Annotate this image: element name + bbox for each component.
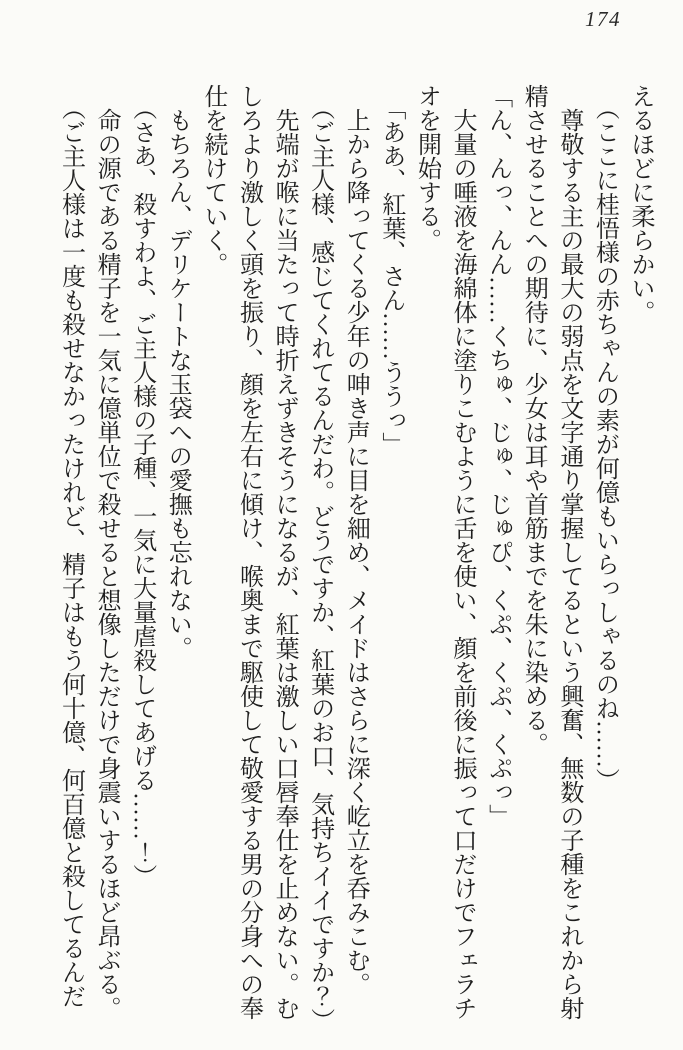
paragraph: 尊敬する主の最大の弱点を文字通り掌握してるという興奮、無数の子種をこれから射精させることへの期待に、少女は耳や首筋までを朱に染める。 bbox=[520, 84, 582, 1020]
paragraph: （ここに桂悟様の赤ちゃんの素が何億もいらっしゃるのね……） bbox=[591, 96, 618, 792]
paragraph: （さあ、殺すわよ、ご主人様の子種、一気に大量虐殺してあげる……！） bbox=[128, 96, 155, 888]
paragraph: えるほどに柔らかい。 bbox=[627, 84, 653, 324]
paragraph: もちろん、デリケートな玉袋への愛撫も忘れない。 bbox=[164, 108, 191, 660]
text-block bbox=[52, 84, 657, 1032]
paragraph: 上から降ってくる少年の呻き声に目を細め、メイドはさらに深く屹立を呑みこむ。 bbox=[342, 108, 369, 996]
page-number: 174 bbox=[585, 7, 621, 31]
paragraph: 命の源である精子を一気に億単位で殺せると想像しただけで身震いするほど昂ぶる。 bbox=[93, 108, 120, 1020]
paragraph: 先端が喉に当たって時折えずきそうになるが、紅葉は激しい口唇奉仕を止めない。むしろより激しく頭を振り、顔を左右に傾け、喉奥まで駆使して敬愛する男の分身への奉仕を続けていく。 bbox=[199, 84, 298, 1020]
paragraph: （ご主人様、感じてくれてるんだわ。どうですか、紅葉のお口、気持ちイイですか？） bbox=[306, 96, 333, 1032]
paragraph: 「ん、んっ、んん……くちゅ、じゅ、じゅぴ、くぷ、くぷ、くぷっ」 bbox=[484, 84, 511, 828]
paragraph: （ご主人様は一度も殺せなかったけれど、精子はもう何十億、何百億と殺してるんだ bbox=[57, 96, 84, 1008]
paragraph: 大量の唾液を海綿体に塗りこむように舌を使い、顔を前後に振って口だけでフェラチオを開始する。 bbox=[413, 84, 476, 1020]
paragraph: 「ああ、紅葉、さん……ううっ」 bbox=[377, 96, 404, 456]
